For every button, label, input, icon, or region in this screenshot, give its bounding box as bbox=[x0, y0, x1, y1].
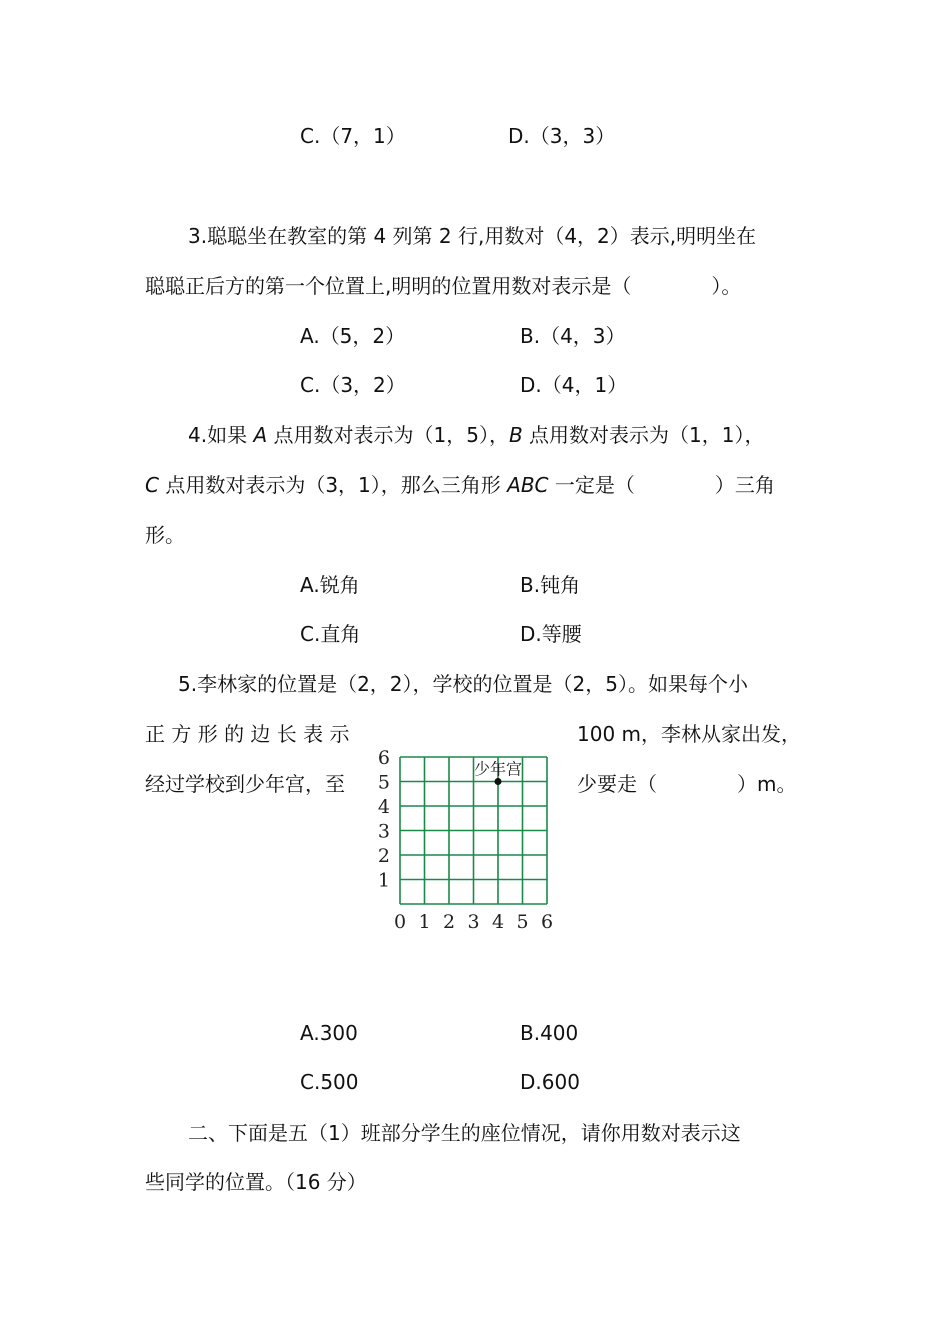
q5-stem-line2-right: 100 m，李林从家出发， bbox=[577, 722, 802, 746]
q4-var-c: C bbox=[145, 473, 159, 497]
y-tick-label: 1 bbox=[377, 869, 390, 892]
coordinate-grid bbox=[368, 747, 558, 933]
landmark-label: 少年宫 bbox=[473, 759, 523, 779]
q4-text: 4.如果 bbox=[188, 423, 254, 447]
q3-stem-line2: 聪聪正后方的第一个位置上,明明的位置用数对表示是（ ）。 bbox=[145, 274, 742, 298]
q3-option-d: D.（4，1） bbox=[520, 373, 628, 397]
q2-option-d: D.（3，3） bbox=[508, 124, 616, 148]
q4-text: 点用数对表示为（1，5）， bbox=[267, 423, 509, 447]
x-tick-label: 3 bbox=[467, 911, 480, 933]
x-tick-label: 0 bbox=[393, 911, 407, 933]
q4-stem-line2 bbox=[145, 471, 775, 499]
q4-option-b: B.钝角 bbox=[520, 573, 581, 597]
landmark-point bbox=[495, 778, 502, 785]
q4-option-c: C.直角 bbox=[300, 622, 361, 646]
y-tick-label: 6 bbox=[377, 747, 390, 769]
q5-stem-line1: 5.李林家的位置是（2，2），学校的位置是（2，5）。如果每个小 bbox=[178, 672, 748, 696]
x-tick-label: 2 bbox=[442, 911, 456, 933]
q4-var-a: A bbox=[253, 423, 268, 447]
section2-heading-line1: 二、下面是五（1）班部分学生的座位情况，请你用数对表示这 bbox=[188, 1121, 741, 1145]
y-tick-label: 3 bbox=[377, 820, 390, 843]
coordinate-grid-figure bbox=[368, 747, 558, 933]
q5-option-d: D.600 bbox=[520, 1070, 580, 1094]
section2-heading-line2: 些同学的位置。（16 分） bbox=[145, 1170, 367, 1194]
q3-option-b: B.（4，3） bbox=[520, 324, 626, 348]
q4-var-b: B bbox=[508, 423, 523, 447]
q4-var-abc: ABC bbox=[507, 473, 549, 497]
q5-option-a: A.300 bbox=[300, 1021, 358, 1045]
y-tick-label: 5 bbox=[377, 771, 390, 794]
x-tick-label: 4 bbox=[491, 911, 505, 933]
q3-option-c: C.（3，2） bbox=[300, 373, 406, 397]
q5-stem-line3-right: 少要走（ ）m。 bbox=[577, 772, 797, 796]
y-tick-label: 2 bbox=[377, 845, 390, 867]
y-axis-labels bbox=[378, 747, 390, 892]
x-tick-label: 5 bbox=[516, 911, 529, 933]
grid-lines bbox=[400, 757, 547, 904]
x-axis-labels bbox=[394, 911, 553, 933]
q4-text: 一定是（ ）三角 bbox=[548, 473, 775, 497]
x-tick-label: 6 bbox=[540, 911, 554, 933]
y-tick-label: 4 bbox=[377, 796, 390, 818]
q5-stem-line3-left: 经过学校到少年宫，至 bbox=[145, 772, 345, 796]
q5-option-c: C.500 bbox=[300, 1070, 359, 1094]
q3-option-a: A.（5，2） bbox=[300, 324, 406, 348]
q4-text: 点用数对表示为（1，1）， bbox=[522, 423, 765, 447]
q4-option-d: D.等腰 bbox=[520, 622, 582, 646]
q3-stem-line1: 3.聪聪坐在教室的第 4 列第 2 行,用数对（4，2）表示,明明坐在 bbox=[188, 224, 757, 248]
q5-option-b: B.400 bbox=[520, 1021, 579, 1045]
q4-option-a: A.锐角 bbox=[300, 573, 360, 597]
q4-stem-line3: 形。 bbox=[145, 523, 185, 547]
q4-stem-line1 bbox=[188, 421, 765, 449]
q5-stem-line2-left: 正 方 形 的 边 长 表 示 bbox=[145, 722, 350, 746]
x-tick-label: 1 bbox=[418, 911, 431, 933]
q4-text: 点用数对表示为（3，1），那么三角形 bbox=[158, 473, 508, 497]
q2-option-c: C.（7，1） bbox=[300, 124, 406, 148]
